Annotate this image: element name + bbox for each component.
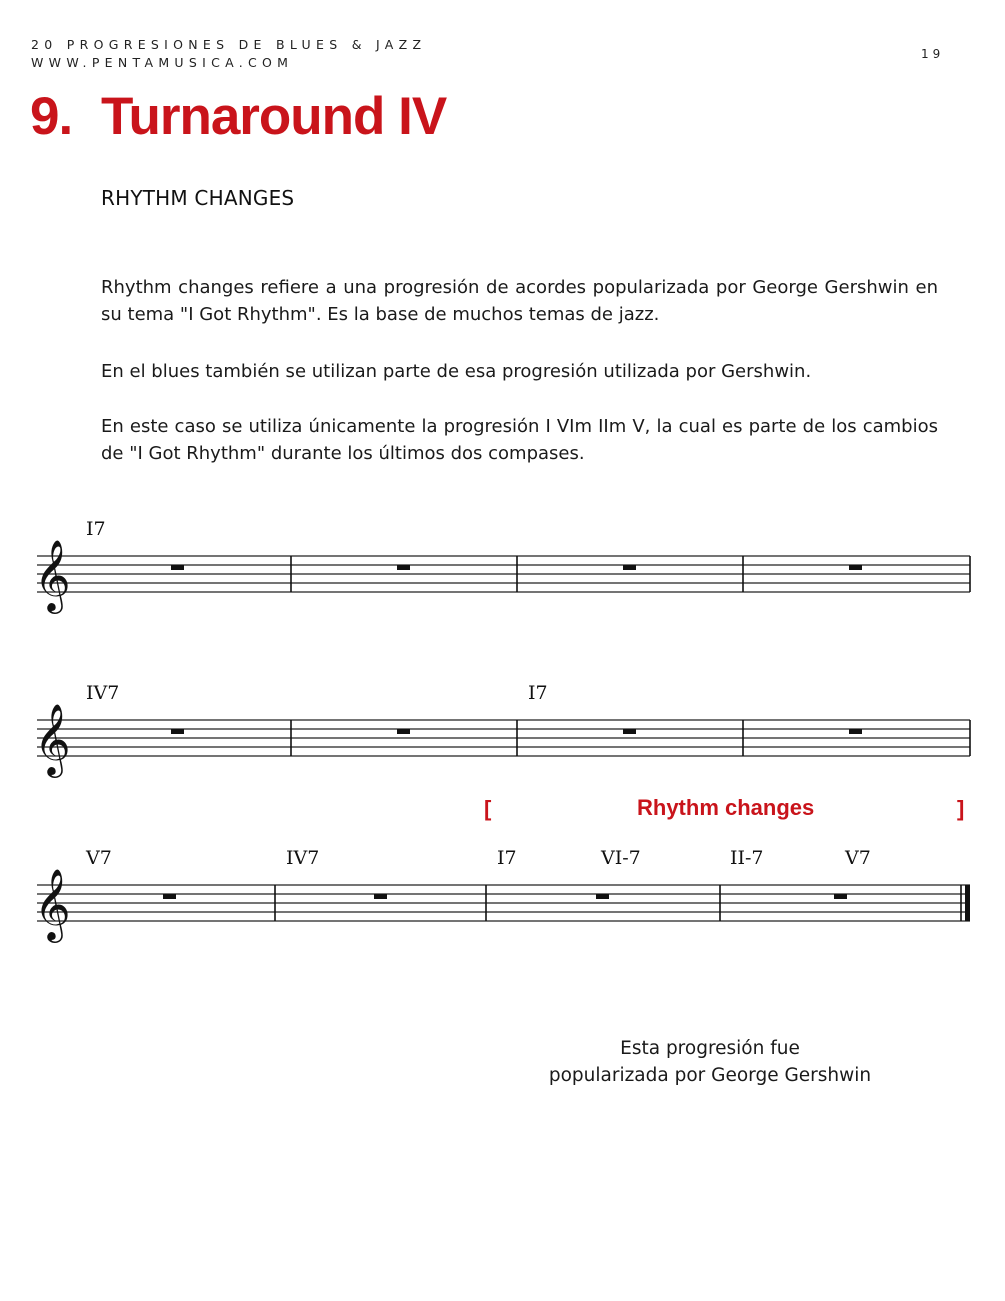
paragraph-blues: En el blues también se utilizan parte de esa progresión utilizada por Gershwin. [101, 361, 812, 382]
chord-symbol: VI-7 [601, 847, 641, 869]
rhythm-changes-bracket [484, 795, 964, 821]
whole-rest-icon [397, 729, 410, 734]
bracket-close: ] [957, 796, 965, 821]
section-number: 9. [30, 87, 73, 146]
chord-symbol: I7 [528, 682, 548, 704]
treble-clef-icon: 𝄞 [34, 538, 71, 611]
treble-clef-icon: 𝄞 [34, 702, 71, 775]
bracket-label: Rhythm changes [637, 795, 815, 820]
final-barline [965, 885, 970, 921]
whole-rest-icon [374, 894, 387, 899]
whole-rests [163, 894, 847, 899]
whole-rest-icon [834, 894, 847, 899]
section-subtitle: RHYTHM CHANGES [101, 186, 295, 210]
staff-2 [34, 682, 970, 778]
chord-symbol: V7 [845, 847, 871, 869]
caption-line-1: Esta progresión fue [620, 1038, 800, 1059]
staff-1 [34, 518, 970, 614]
website-url[interactable]: WWW.PENTAMUSICA.COM [31, 55, 294, 70]
paragraph-progression: En este caso se utiliza únicamente la progresión I VIm IIm V, la cual es parte de los cambios de "I Got Rhythm" durante los últimos dos compases. [101, 416, 938, 464]
staff-3 [34, 847, 970, 943]
bracket-open: [ [484, 796, 492, 821]
whole-rest-icon [623, 729, 636, 734]
chord-symbol: I7 [497, 847, 517, 869]
section-title-text: Turnaround IV [101, 87, 447, 146]
whole-rest-icon [596, 894, 609, 899]
page-number: 19 [921, 47, 945, 61]
chord-symbol: IV7 [286, 847, 320, 869]
book-title: 20 PROGRESIONES DE BLUES & JAZZ [31, 37, 427, 52]
whole-rest-icon [163, 894, 176, 899]
chord-symbol: V7 [86, 847, 112, 869]
chord-symbol: IV7 [86, 682, 120, 704]
caption [520, 1035, 900, 1089]
whole-rest-icon [397, 565, 410, 570]
treble-clef-icon: 𝄞 [34, 867, 71, 940]
whole-rest-icon [171, 729, 184, 734]
whole-rest-icon [849, 565, 862, 570]
whole-rest-icon [171, 565, 184, 570]
whole-rest-icon [849, 729, 862, 734]
caption-line-2: popularizada por George Gershwin [548, 1065, 872, 1086]
paragraph-intro: Rhythm changes refiere a una progresión de acordes popularizada por George Gershwin en su tema "I Got Rhythm". Es la base de muchos temas de jazz. [101, 277, 938, 325]
chord-symbol: I7 [86, 518, 106, 540]
chord-symbol: II-7 [730, 847, 764, 869]
whole-rest-icon [623, 565, 636, 570]
